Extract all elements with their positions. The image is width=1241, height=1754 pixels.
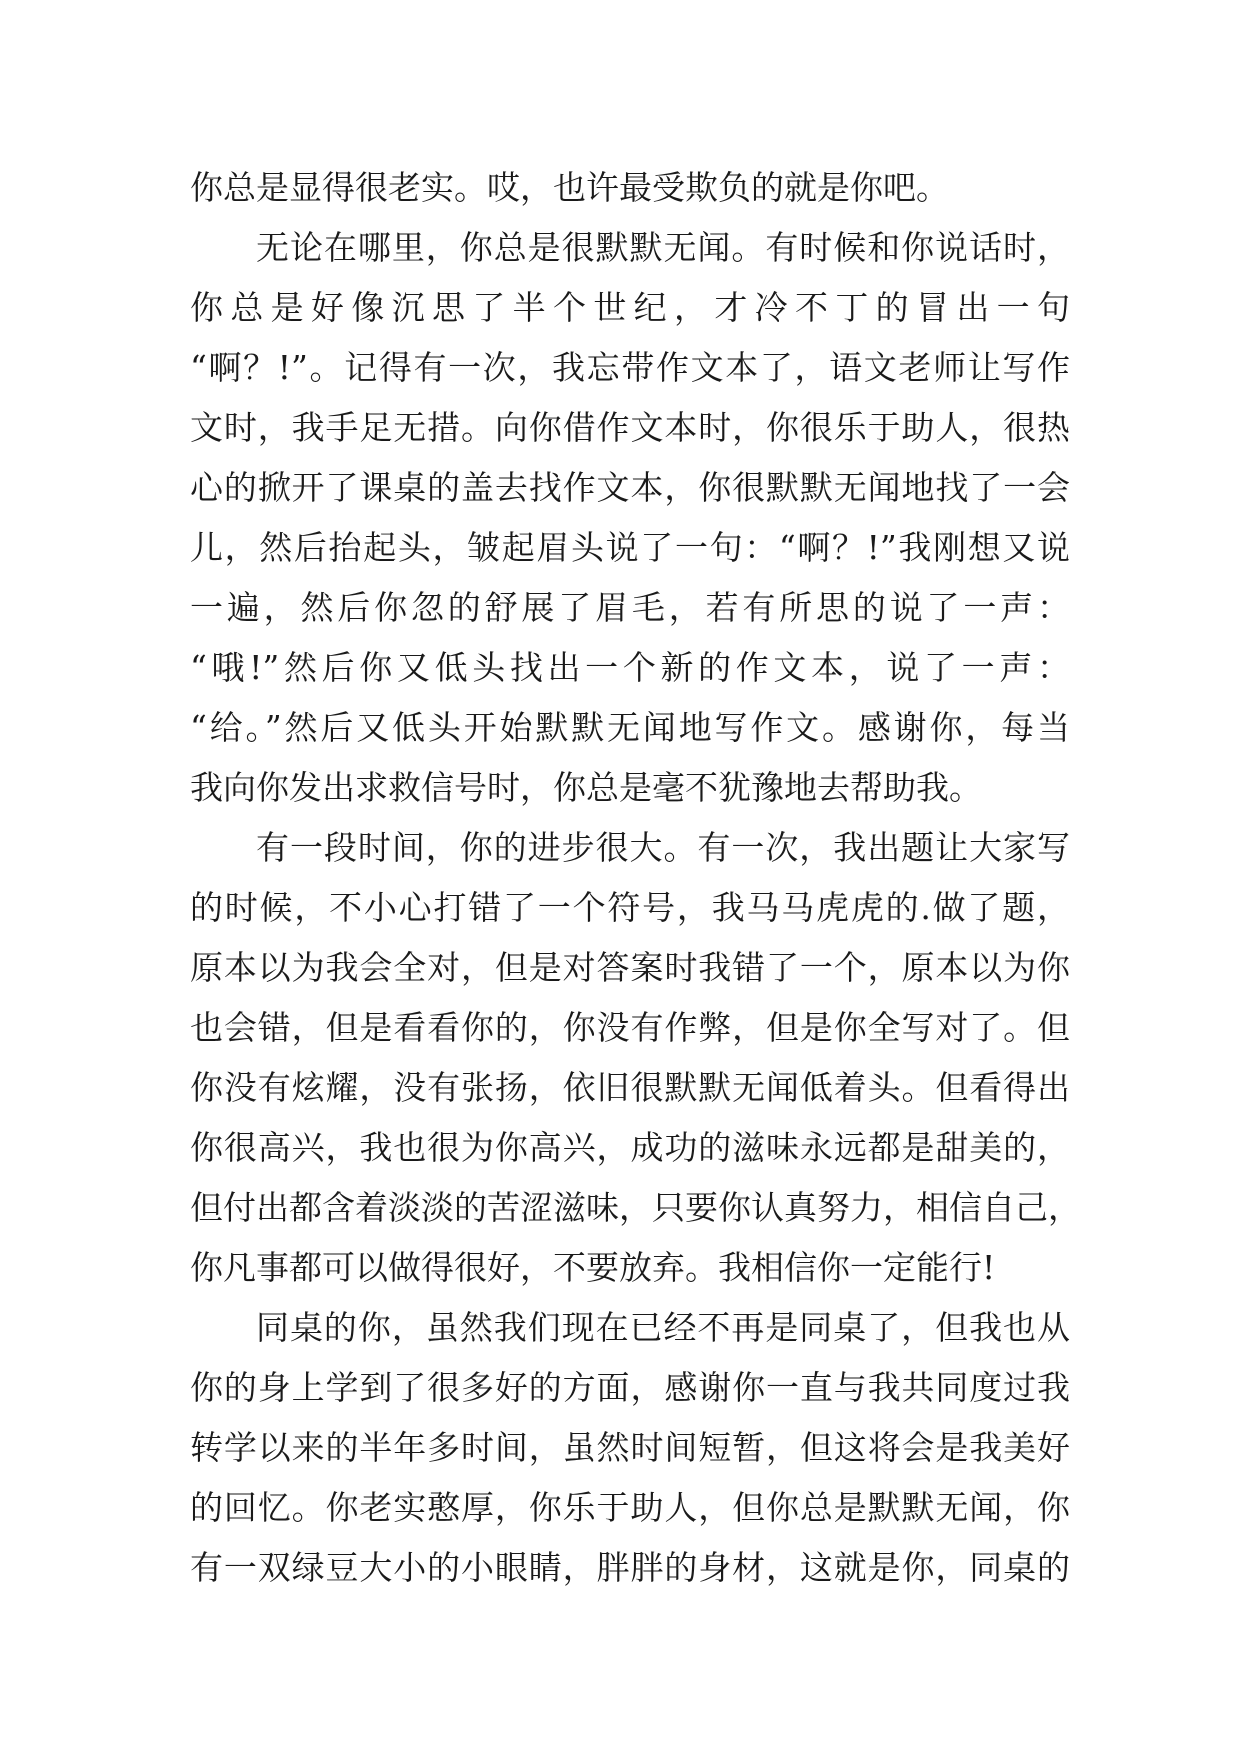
paragraph-first-line: 无论在哪里，你总是很默默无闻。有时候和你说话时， xyxy=(256,228,1070,267)
text-line: 你总是好像沉思了半个世纪，才冷不丁的冒出一句 xyxy=(190,288,1070,327)
text-line: 你很高兴，我也很为你高兴，成功的滋味永远都是甜美的， xyxy=(190,1128,1070,1167)
text-line: 的时候，不小心打错了一个符号，我马马虎虎的.做了题， xyxy=(190,888,1070,927)
text-line: 你总是显得很老实。哎，也许最受欺负的就是你吧。 xyxy=(190,168,949,207)
text-line: 的回忆。你老实憨厚，你乐于助人，但你总是默默无闻，你 xyxy=(190,1488,1070,1527)
text-line: 也会错，但是看看你的，你没有作弊，但是你全写对了。但 xyxy=(190,1008,1070,1047)
text-line: “给。”然后又低头开始默默无闻地写作文。感谢你，每当 xyxy=(190,708,1070,747)
text-line: 你没有炫耀，没有张扬，依旧很默默无闻低着头。但看得出 xyxy=(190,1068,1070,1107)
text-line: 但付出都含着淡淡的苦涩滋味，只要你认真努力，相信自己， xyxy=(190,1188,1081,1227)
text-line: 有一双绿豆大小的小眼睛，胖胖的身材，这就是你，同桌的 xyxy=(190,1548,1070,1587)
paragraph-first-line: 同桌的你，虽然我们现在已经不再是同桌了，但我也从 xyxy=(256,1308,1070,1347)
text-line: 儿，然后抬起头，皱起眉头说了一句：“啊？!”我刚想又说 xyxy=(190,528,1070,567)
text-line: 转学以来的半年多时间，虽然时间短暂，但这将会是我美好 xyxy=(190,1428,1070,1467)
text-line: 你的身上学到了很多好的方面，感谢你一直与我共同度过我 xyxy=(190,1368,1070,1407)
paragraph-first-line: 有一段时间，你的进步很大。有一次，我出题让大家写 xyxy=(256,828,1070,867)
text-line: 原本以为我会全对，但是对答案时我错了一个，原本以为你 xyxy=(190,948,1070,987)
body-text xyxy=(190,158,1081,1598)
text-line: 我向你发出求救信号时，你总是毫不犹豫地去帮助我。 xyxy=(190,768,982,807)
text-line: 心的掀开了课桌的盖去找作文本，你很默默无闻地找了一会 xyxy=(190,468,1070,507)
text-line: “啊？!”。记得有一次，我忘带作文本了，语文老师让写作 xyxy=(190,348,1070,387)
text-line: 一遍，然后你忽的舒展了眉毛，若有所思的说了一声： xyxy=(190,588,1070,627)
text-line: “哦!”然后你又低头找出一个新的作文本，说了一声： xyxy=(190,648,1070,687)
text-line: 文时，我手足无措。向你借作文本时，你很乐于助人，很热 xyxy=(190,408,1070,447)
text-line: 你凡事都可以做得很好，不要放弃。我相信你一定能行! xyxy=(190,1248,996,1287)
